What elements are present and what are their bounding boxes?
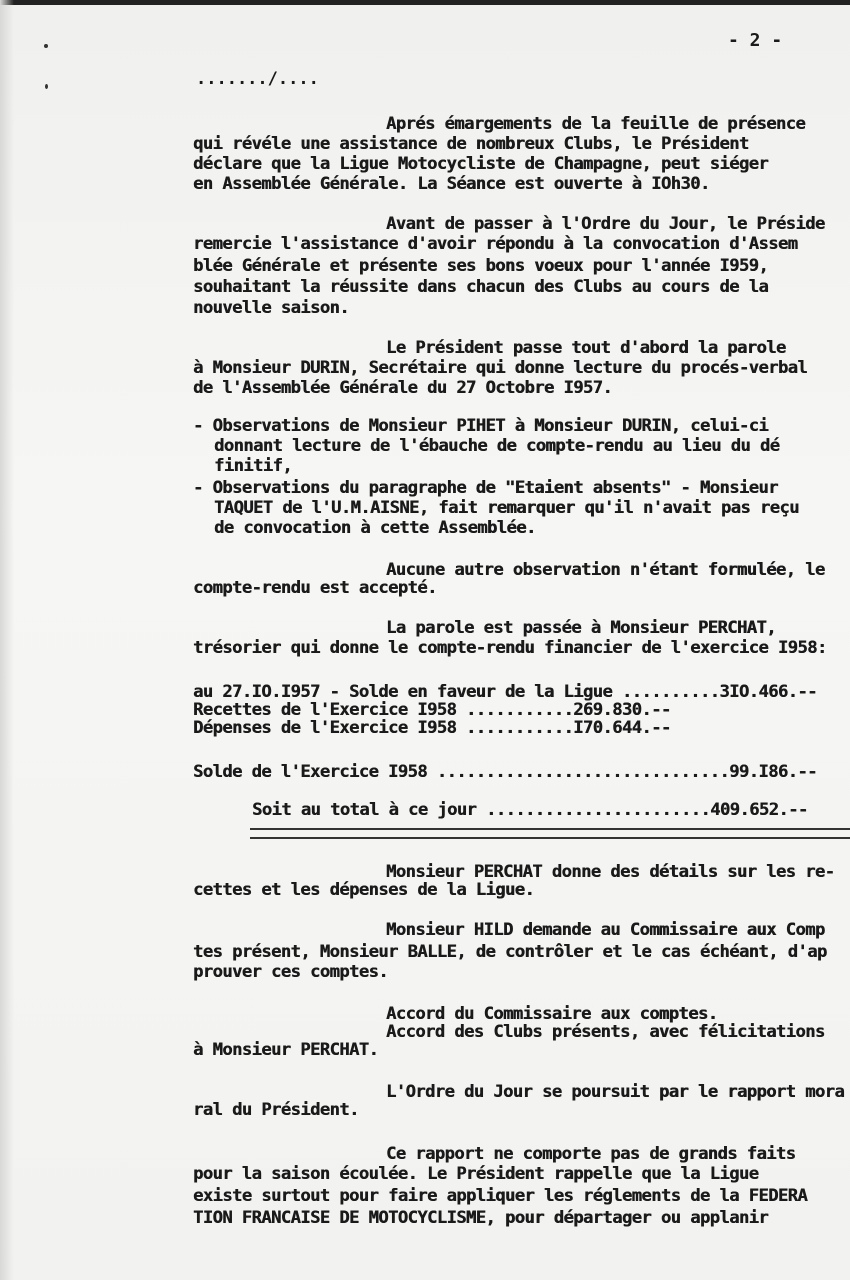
text-line: trésorier qui donne le compte-rendu financier de l'exercice I958: xyxy=(193,638,827,658)
text-line: Avant de passer à l'Ordre du Jour, le Préside xyxy=(386,214,825,234)
text-line: compte-rendu est accepté. xyxy=(193,578,437,598)
text-line: - Observations du paragraphe de "Etaient absents" - Monsieur xyxy=(193,478,778,498)
text-line: La parole est passée à Monsieur PERCHAT, xyxy=(386,618,776,638)
double-underline-rule xyxy=(250,828,850,839)
text-line: Accord des Clubs présents, avec félicitations xyxy=(386,1022,825,1042)
punch-mark xyxy=(45,84,48,89)
text-line: qui révéle une assistance de nombreux Clubs, le Président xyxy=(193,134,749,154)
financial-total-line: Soit au total à ce jour .......................409.652.-- xyxy=(252,800,808,820)
scan-left-shadow xyxy=(0,0,14,1280)
punch-mark xyxy=(44,44,48,48)
text-line: nouvelle saison. xyxy=(193,298,349,318)
text-line: finitif, xyxy=(214,456,292,476)
text-line: Aucune autre observation n'étant formulée, le xyxy=(386,560,825,580)
text-line: de convocation à cette Assemblée. xyxy=(214,518,536,538)
text-line: donnant lecture de l'ébauche de compte-rendu au lieu du dé xyxy=(214,436,780,456)
text-line: - Observations de Monsieur PIHET à Monsieur DURIN, celui-ci xyxy=(193,416,769,436)
text-line: Ce rapport ne comporte pas de grands faits xyxy=(386,1144,796,1164)
continuation-mark: ......./.... xyxy=(196,69,319,89)
text-line: Aprés émargements de la feuille de présence xyxy=(386,114,806,134)
text-line: souhaitant la réussite dans chacun des Clubs au cours de la xyxy=(193,277,769,297)
page-number: - 2 - xyxy=(728,30,783,51)
financial-line: Solde de l'Exercice I958 ..............................99.I86.-- xyxy=(193,762,817,782)
text-line: déclare que la Ligue Motocycliste de Champagne, peut siéger xyxy=(193,154,769,174)
text-line: Le Président passe tout d'abord la parole xyxy=(386,338,786,358)
text-line: blée Générale et présente ses bons voeux pour l'année I959, xyxy=(193,256,769,276)
text-line: ral du Président. xyxy=(193,1100,359,1120)
financial-line: Dépenses de l'Exercice I958 ...........I70.644.-- xyxy=(193,718,671,738)
text-line: TAQUET de l'U.M.AISNE, fait remarquer qu'il n'avait pas reçu xyxy=(214,498,799,518)
text-line: existe surtout pour faire appliquer les réglements de la FEDERA xyxy=(193,1186,808,1206)
text-line: tes présent, Monsieur BALLE, de contrôler et le cas échéant, d'ap xyxy=(193,942,827,962)
text-line: remercie l'assistance d'avoir répondu à la convocation d'Assem xyxy=(193,234,798,254)
text-line: à Monsieur PERCHAT. xyxy=(193,1040,379,1060)
text-line: en Assemblée Générale. La Séance est ouverte à IOh30. xyxy=(193,174,710,194)
text-line: pour la saison écoulée. Le Président rappelle que la Ligue xyxy=(193,1164,759,1184)
text-line: Monsieur HILD demande au Commissaire aux Comp xyxy=(386,920,825,940)
text-line: de l'Assemblée Générale du 27 Octobre I957. xyxy=(193,378,613,398)
financial-line: au 27.IO.I957 - Solde en faveur de la Ligue ..........3IO.466.-- xyxy=(193,682,817,702)
scan-top-edge xyxy=(0,0,850,5)
text-line: à Monsieur DURIN, Secrétaire qui donne lecture du procés-verbal xyxy=(193,358,808,378)
text-line: cettes et les dépenses de la Ligue. xyxy=(193,880,535,900)
financial-line: Recettes de l'Exercice I958 ...........269.830.-- xyxy=(193,700,671,720)
text-line: Accord du Commissaire aux comptes. xyxy=(386,1004,718,1024)
text-line: L'Ordre du Jour se poursuit par le rapport mora xyxy=(386,1082,845,1102)
text-line: Monsieur PERCHAT donne des détails sur les re- xyxy=(386,862,835,882)
text-line: TION FRANCAISE DE MOTOCYCLISME, pour départager ou applanir xyxy=(193,1208,769,1228)
text-line: prouver ces comptes. xyxy=(193,962,388,982)
